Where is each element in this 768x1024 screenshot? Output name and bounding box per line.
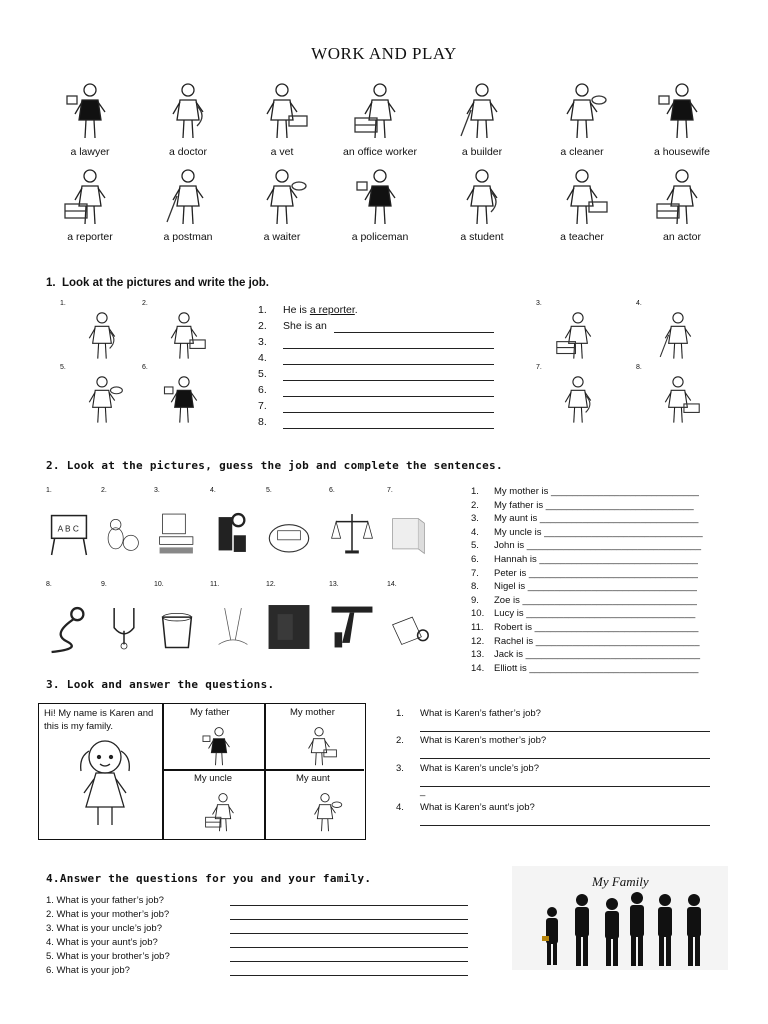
job-caption: a student xyxy=(460,231,504,243)
ex2-sentence-number: 6. xyxy=(471,554,479,565)
ex3-answer-line[interactable] xyxy=(420,825,710,826)
ex2-sentence: My father is ____________________________ xyxy=(494,499,694,511)
ex2-picture xyxy=(264,595,314,659)
ex2-picture xyxy=(99,595,149,659)
family-member-picture xyxy=(296,721,342,769)
ex1-item-number: 6. xyxy=(258,384,267,396)
ex2-sentence: My uncle is ______________________________ xyxy=(494,526,703,538)
ex2-sentence: My aunt is ______________________________ xyxy=(494,513,699,525)
picture-number: 12. xyxy=(266,581,276,588)
ex4-answer-line[interactable] xyxy=(230,961,468,962)
ex2-sentence: My mother is ____________________________ xyxy=(494,486,699,497)
ex4-answer-line[interactable] xyxy=(230,947,468,948)
ex4-question: 2. What is your mother’s job? xyxy=(46,909,170,920)
job-caption: a reporter xyxy=(67,231,113,243)
ex1-item-number: 4. xyxy=(258,352,267,364)
ex4-answer-line[interactable] xyxy=(230,905,468,906)
job-picture xyxy=(155,162,221,228)
ex3-question-number: 2. xyxy=(396,735,404,746)
ex1-item-text: He is a reporter. xyxy=(283,304,358,316)
ex2-picture xyxy=(44,501,94,565)
ex3-answer-line[interactable] xyxy=(420,758,710,759)
job-caption: a vet xyxy=(270,146,294,158)
picture-number: 9. xyxy=(101,581,107,588)
ex3-question-number: 3. xyxy=(396,763,404,774)
picture-number: 6. xyxy=(329,487,335,494)
ex1-picture xyxy=(550,306,606,362)
job-caption: a policeman xyxy=(351,231,409,243)
picture-number: 11. xyxy=(210,581,220,588)
ex2-sentence-number: 14. xyxy=(471,662,485,674)
ex1-answer-line[interactable] xyxy=(283,396,494,397)
picture-number: 5. xyxy=(60,364,66,371)
ex3-question: What is Karen’s aunt’s job? xyxy=(420,802,535,813)
job-picture xyxy=(347,162,413,228)
job-caption: a doctor xyxy=(169,146,207,158)
ex1-picture xyxy=(74,306,130,362)
ex4-question: 1. What is your father’s job? xyxy=(46,895,164,906)
job-caption: an office worker xyxy=(343,146,417,158)
ex1-item-number: 3. xyxy=(258,336,267,348)
family-photo-caption: My Family xyxy=(592,874,649,889)
ex3-answer-line[interactable] xyxy=(420,731,710,732)
ex2-picture xyxy=(152,595,202,659)
job-picture xyxy=(347,76,413,142)
ex1-heading: 1. Look at the pictures and write the job. xyxy=(46,277,270,289)
job-caption: a waiter xyxy=(263,231,301,243)
picture-number: 3. xyxy=(154,487,160,494)
ex2-sentence-number: 8. xyxy=(471,581,479,593)
ex4-question: 5. What is your brother’s job? xyxy=(46,951,170,962)
ex1-example-answer: a reporter xyxy=(309,304,355,316)
svg-text:A B C: A B C xyxy=(57,523,79,534)
ex2-sentence: Rachel is _______________________________ xyxy=(494,635,700,647)
ex2-sentence: Jack is _________________________________ xyxy=(494,649,701,661)
picture-number: 13. xyxy=(329,581,339,588)
ex2-picture xyxy=(208,501,258,565)
job-picture xyxy=(57,76,123,142)
ex2-sentence-number: 12. xyxy=(471,635,485,647)
job-caption: a teacher xyxy=(560,231,604,243)
stray-mark: _ xyxy=(420,786,426,797)
ex2-heading: 2. Look at the pictures, guess the job and complete the sentences. xyxy=(46,459,503,472)
ex2-sentence: Hannah is ______________________________ xyxy=(494,554,698,565)
ex4-heading: 4.Answer the questions for you and your family. xyxy=(46,872,372,885)
ex2-sentence-number: 1. xyxy=(471,486,479,497)
picture-number: 2. xyxy=(101,487,107,494)
family-member-label: My father xyxy=(190,707,230,718)
job-caption: a lawyer xyxy=(70,146,110,158)
job-caption: a cleaner xyxy=(560,146,604,158)
job-picture xyxy=(449,162,515,228)
ex2-picture xyxy=(327,501,377,565)
job-picture xyxy=(249,162,315,228)
job-picture xyxy=(57,162,123,228)
job-picture xyxy=(249,76,315,142)
family-member-picture xyxy=(302,787,348,835)
ex2-picture xyxy=(327,595,377,659)
ex2-sentence: Lucy is ________________________________ xyxy=(494,608,696,620)
ex4-question: 3. What is your uncle’s job? xyxy=(46,923,162,934)
ex2-sentence-number: 4. xyxy=(471,526,479,538)
ex1-answer-line[interactable] xyxy=(283,412,494,413)
ex2-picture xyxy=(208,595,258,659)
picture-number: 1. xyxy=(46,487,52,494)
picture-number: 1. xyxy=(60,300,66,307)
job-caption: a postman xyxy=(163,231,213,243)
ex3-heading: 3. Look and answer the questions. xyxy=(46,678,275,691)
ex1-item-number: 2. xyxy=(258,320,267,332)
page-title: WORK AND PLAY xyxy=(311,44,457,63)
ex3-question-number: 4. xyxy=(396,802,404,813)
ex1-picture xyxy=(650,306,706,362)
ex1-picture xyxy=(156,370,212,426)
ex2-sentence-number: 2. xyxy=(471,499,479,511)
ex4-answer-line[interactable] xyxy=(230,933,468,934)
ex3-question-number: 1. xyxy=(396,708,404,719)
ex2-sentence: Peter is ________________________________ xyxy=(494,567,698,579)
ex1-picture xyxy=(156,306,212,362)
ex3-question: What is Karen’s uncle’s job? xyxy=(420,763,539,774)
ex1-item-text: She is an xyxy=(283,320,327,332)
ex2-picture xyxy=(44,595,94,659)
family-member-label: My mother xyxy=(290,707,335,718)
ex1-item-number: 8. xyxy=(258,416,267,428)
ex2-sentence: Elliott is ________________________________ xyxy=(494,662,699,674)
picture-number: 7. xyxy=(536,364,542,371)
ex2-sentence-number: 10. xyxy=(471,608,485,620)
job-picture xyxy=(549,162,615,228)
ex3-question: What is Karen’s father’s job? xyxy=(420,708,541,719)
ex1-picture xyxy=(550,370,606,426)
picture-number: 6. xyxy=(142,364,148,371)
job-caption: a builder xyxy=(461,146,503,158)
ex3-question: What is Karen’s mother’s job? xyxy=(420,735,547,746)
ex1-item-number: 7. xyxy=(258,400,267,412)
job-picture xyxy=(449,76,515,142)
ex4-question: 4. What is your aunt’s job? xyxy=(46,937,158,948)
picture-number: 14. xyxy=(387,581,397,588)
picture-number: 7. xyxy=(387,487,393,494)
family-member-picture xyxy=(200,787,246,835)
ex3-answer-line[interactable] xyxy=(420,786,710,787)
ex1-answer-line[interactable] xyxy=(283,348,494,349)
ex4-question: 6. What is your job? xyxy=(46,965,130,976)
ex2-sentence-number: 9. xyxy=(471,594,479,606)
ex2-picture xyxy=(264,501,314,565)
family-member-picture xyxy=(196,721,242,769)
job-picture xyxy=(549,76,615,142)
job-caption: an actor xyxy=(663,231,701,243)
picture-number: 3. xyxy=(536,300,542,307)
ex4-answer-line[interactable] xyxy=(230,975,468,976)
picture-number: 2. xyxy=(142,300,148,307)
job-picture xyxy=(155,76,221,142)
family-photo xyxy=(512,866,728,970)
family-member-label: My aunt xyxy=(296,773,330,784)
ex1-answer-line[interactable] xyxy=(283,380,494,381)
ex1-picture xyxy=(74,370,130,426)
family-silhouettes xyxy=(532,888,722,970)
karen-intro: Hi! My name is Karen and this is my family. xyxy=(44,708,154,732)
ex1-item-number: 1. xyxy=(258,304,267,316)
family-member-label: My uncle xyxy=(194,773,233,784)
job-picture xyxy=(649,76,715,142)
ex2-picture xyxy=(99,501,149,565)
job-caption: a housewife xyxy=(653,146,711,158)
ex2-sentence: Robert is _______________________________ xyxy=(494,622,699,633)
ex2-picture xyxy=(385,501,435,565)
ex4-answer-line[interactable] xyxy=(230,919,468,920)
ex2-sentence-number: 11. xyxy=(471,622,484,633)
ex2-sentence-number: 5. xyxy=(471,540,479,552)
ex2-picture xyxy=(152,501,202,565)
picture-number: 8. xyxy=(636,364,642,371)
picture-number: 5. xyxy=(266,487,272,494)
job-picture xyxy=(649,162,715,228)
ex2-sentence-number: 3. xyxy=(471,513,479,525)
karen-drawing xyxy=(68,735,142,831)
ex1-answer-line[interactable] xyxy=(334,332,494,333)
ex1-answer-line[interactable] xyxy=(283,428,494,429)
ex2-sentence: John is _________________________________ xyxy=(494,540,702,552)
picture-number: 10. xyxy=(154,581,164,588)
ex2-sentence: Zoe is _________________________________ xyxy=(494,594,697,606)
picture-number: 8. xyxy=(46,581,52,588)
ex1-answer-line[interactable] xyxy=(283,364,494,365)
ex1-item-number: 5. xyxy=(258,368,267,380)
ex2-sentence-number: 13. xyxy=(471,649,485,661)
picture-number: 4. xyxy=(210,487,216,494)
ex1-picture xyxy=(650,370,706,426)
ex2-sentence: Nigel is ________________________________ xyxy=(494,581,697,593)
picture-number: 4. xyxy=(636,300,642,307)
ex2-sentence-number: 7. xyxy=(471,567,479,579)
ex2-picture xyxy=(385,595,435,659)
